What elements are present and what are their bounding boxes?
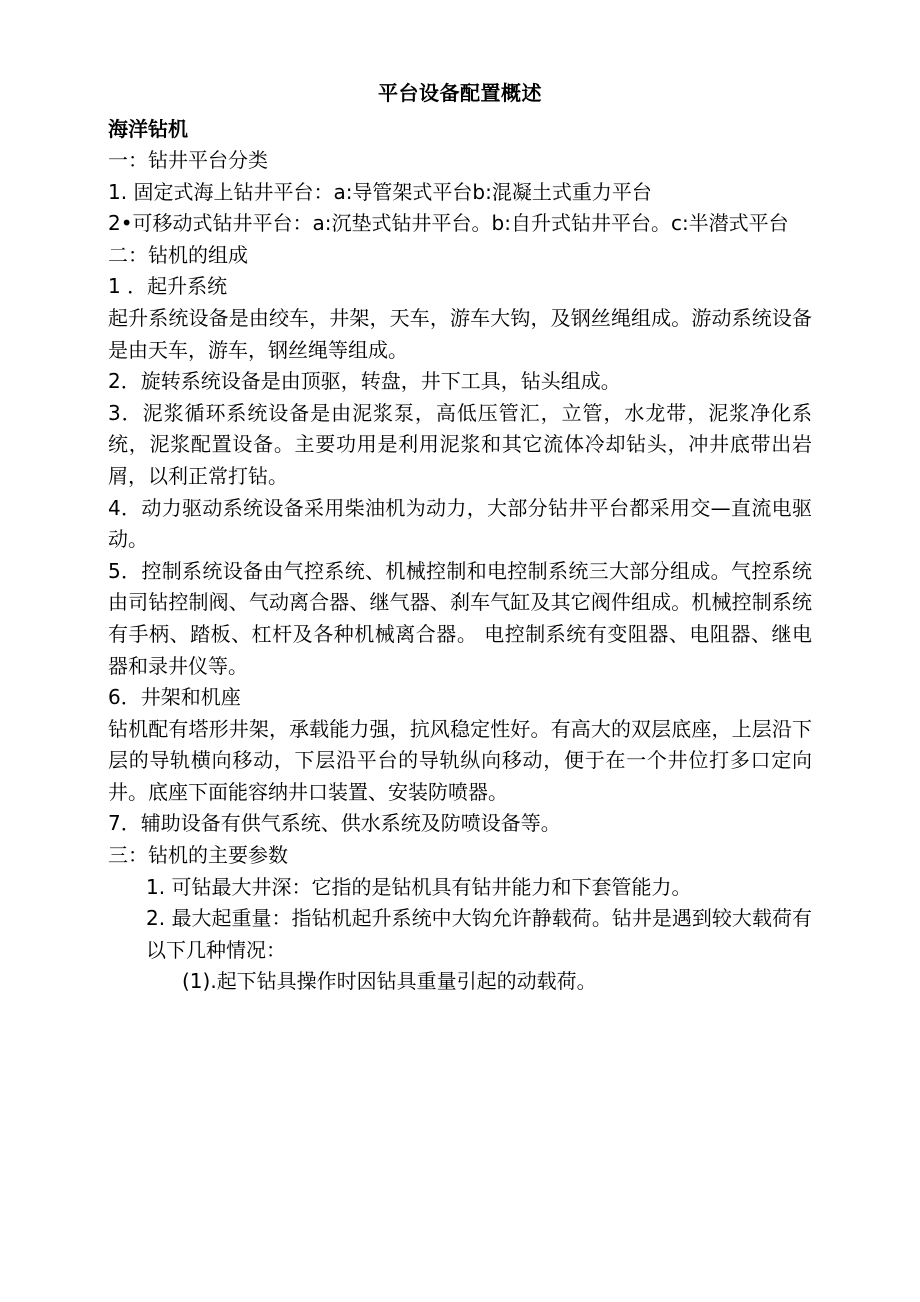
document-body bbox=[108, 145, 812, 998]
section-heading: 海洋钻机 bbox=[108, 117, 188, 141]
list-item: 2. 最大起重量：指钻机起升系统中大钩允许静载荷。钻井是遇到较大载荷有以下几种情况： bbox=[146, 906, 812, 962]
page-title: 平台设备配置概述 bbox=[378, 81, 542, 105]
paragraph: 7．辅助设备有供气系统、供水系统及防喷设备等。 bbox=[108, 811, 561, 836]
paragraph: 4．动力驱动系统设备采用柴油机为动力，大部分钻井平台都采用交—直流电驱动。 bbox=[108, 495, 812, 552]
paragraph: 2．旋转系统设备是由顶驱，转盘，井下工具，钻头组成。 bbox=[108, 369, 621, 394]
paragraph: 二：钻机的组成 bbox=[108, 242, 248, 267]
paragraph: 一：钻井平台分类 bbox=[108, 148, 268, 172]
paragraph: 1. 固定式海上钻井平台：a:导管架式平台b:混凝土式重力平台 bbox=[108, 179, 652, 204]
paragraph: 三：钻机的主要参数 bbox=[108, 843, 288, 868]
paragraph: 1 ．起升系统 bbox=[108, 274, 228, 299]
paragraph: 5．控制系统设备由气控系统、机械控制和电控制系统三大部分组成。气控系统由司钻控制阀、气动离合器、继气器、刹车气缸及其它阀件组成。机械控制系统有手柄、踏板、杠杆及各种机械离合器。 电控制系统有变阻器、电阻器、继电器和录井仪等。 bbox=[108, 558, 812, 678]
list-item: (1).起下钻具操作时因钻具重量引起的动载荷。 bbox=[182, 969, 597, 994]
paragraph: 6．井架和机座 bbox=[108, 685, 241, 710]
paragraph: 2•可移动式钻井平台：a:沉垫式钻井平台。b:自升式钻井平台。c:半潜式平台 bbox=[108, 211, 789, 236]
paragraph: 3．泥浆循环系统设备是由泥浆泵，高低压管汇，立管，水龙带，泥浆净化系统，泥浆配置设备。主要功用是利用泥浆和其它流体冷却钻头，冲井底带出岩屑，以利正常打钻。 bbox=[108, 400, 812, 488]
paragraph: 起升系统设备是由绞车，井架，天车，游车大钩，及钢丝绳组成。游动系统设备是由天车，游车，钢丝绳等组成。 bbox=[108, 305, 812, 362]
paragraph: 钻机配有塔形井架，承载能力强，抗风稳定性好。有高大的双层底座，上层沿下层的导轨横向移动，下层沿平台的导轨纵向移动，便于在一个井位打多口定向井。底座下面能容纳井口装置、安装防喷器。 bbox=[108, 716, 812, 804]
list-item: 1. 可钻最大井深：它指的是钻机具有钻井能力和下套管能力。 bbox=[146, 874, 692, 899]
